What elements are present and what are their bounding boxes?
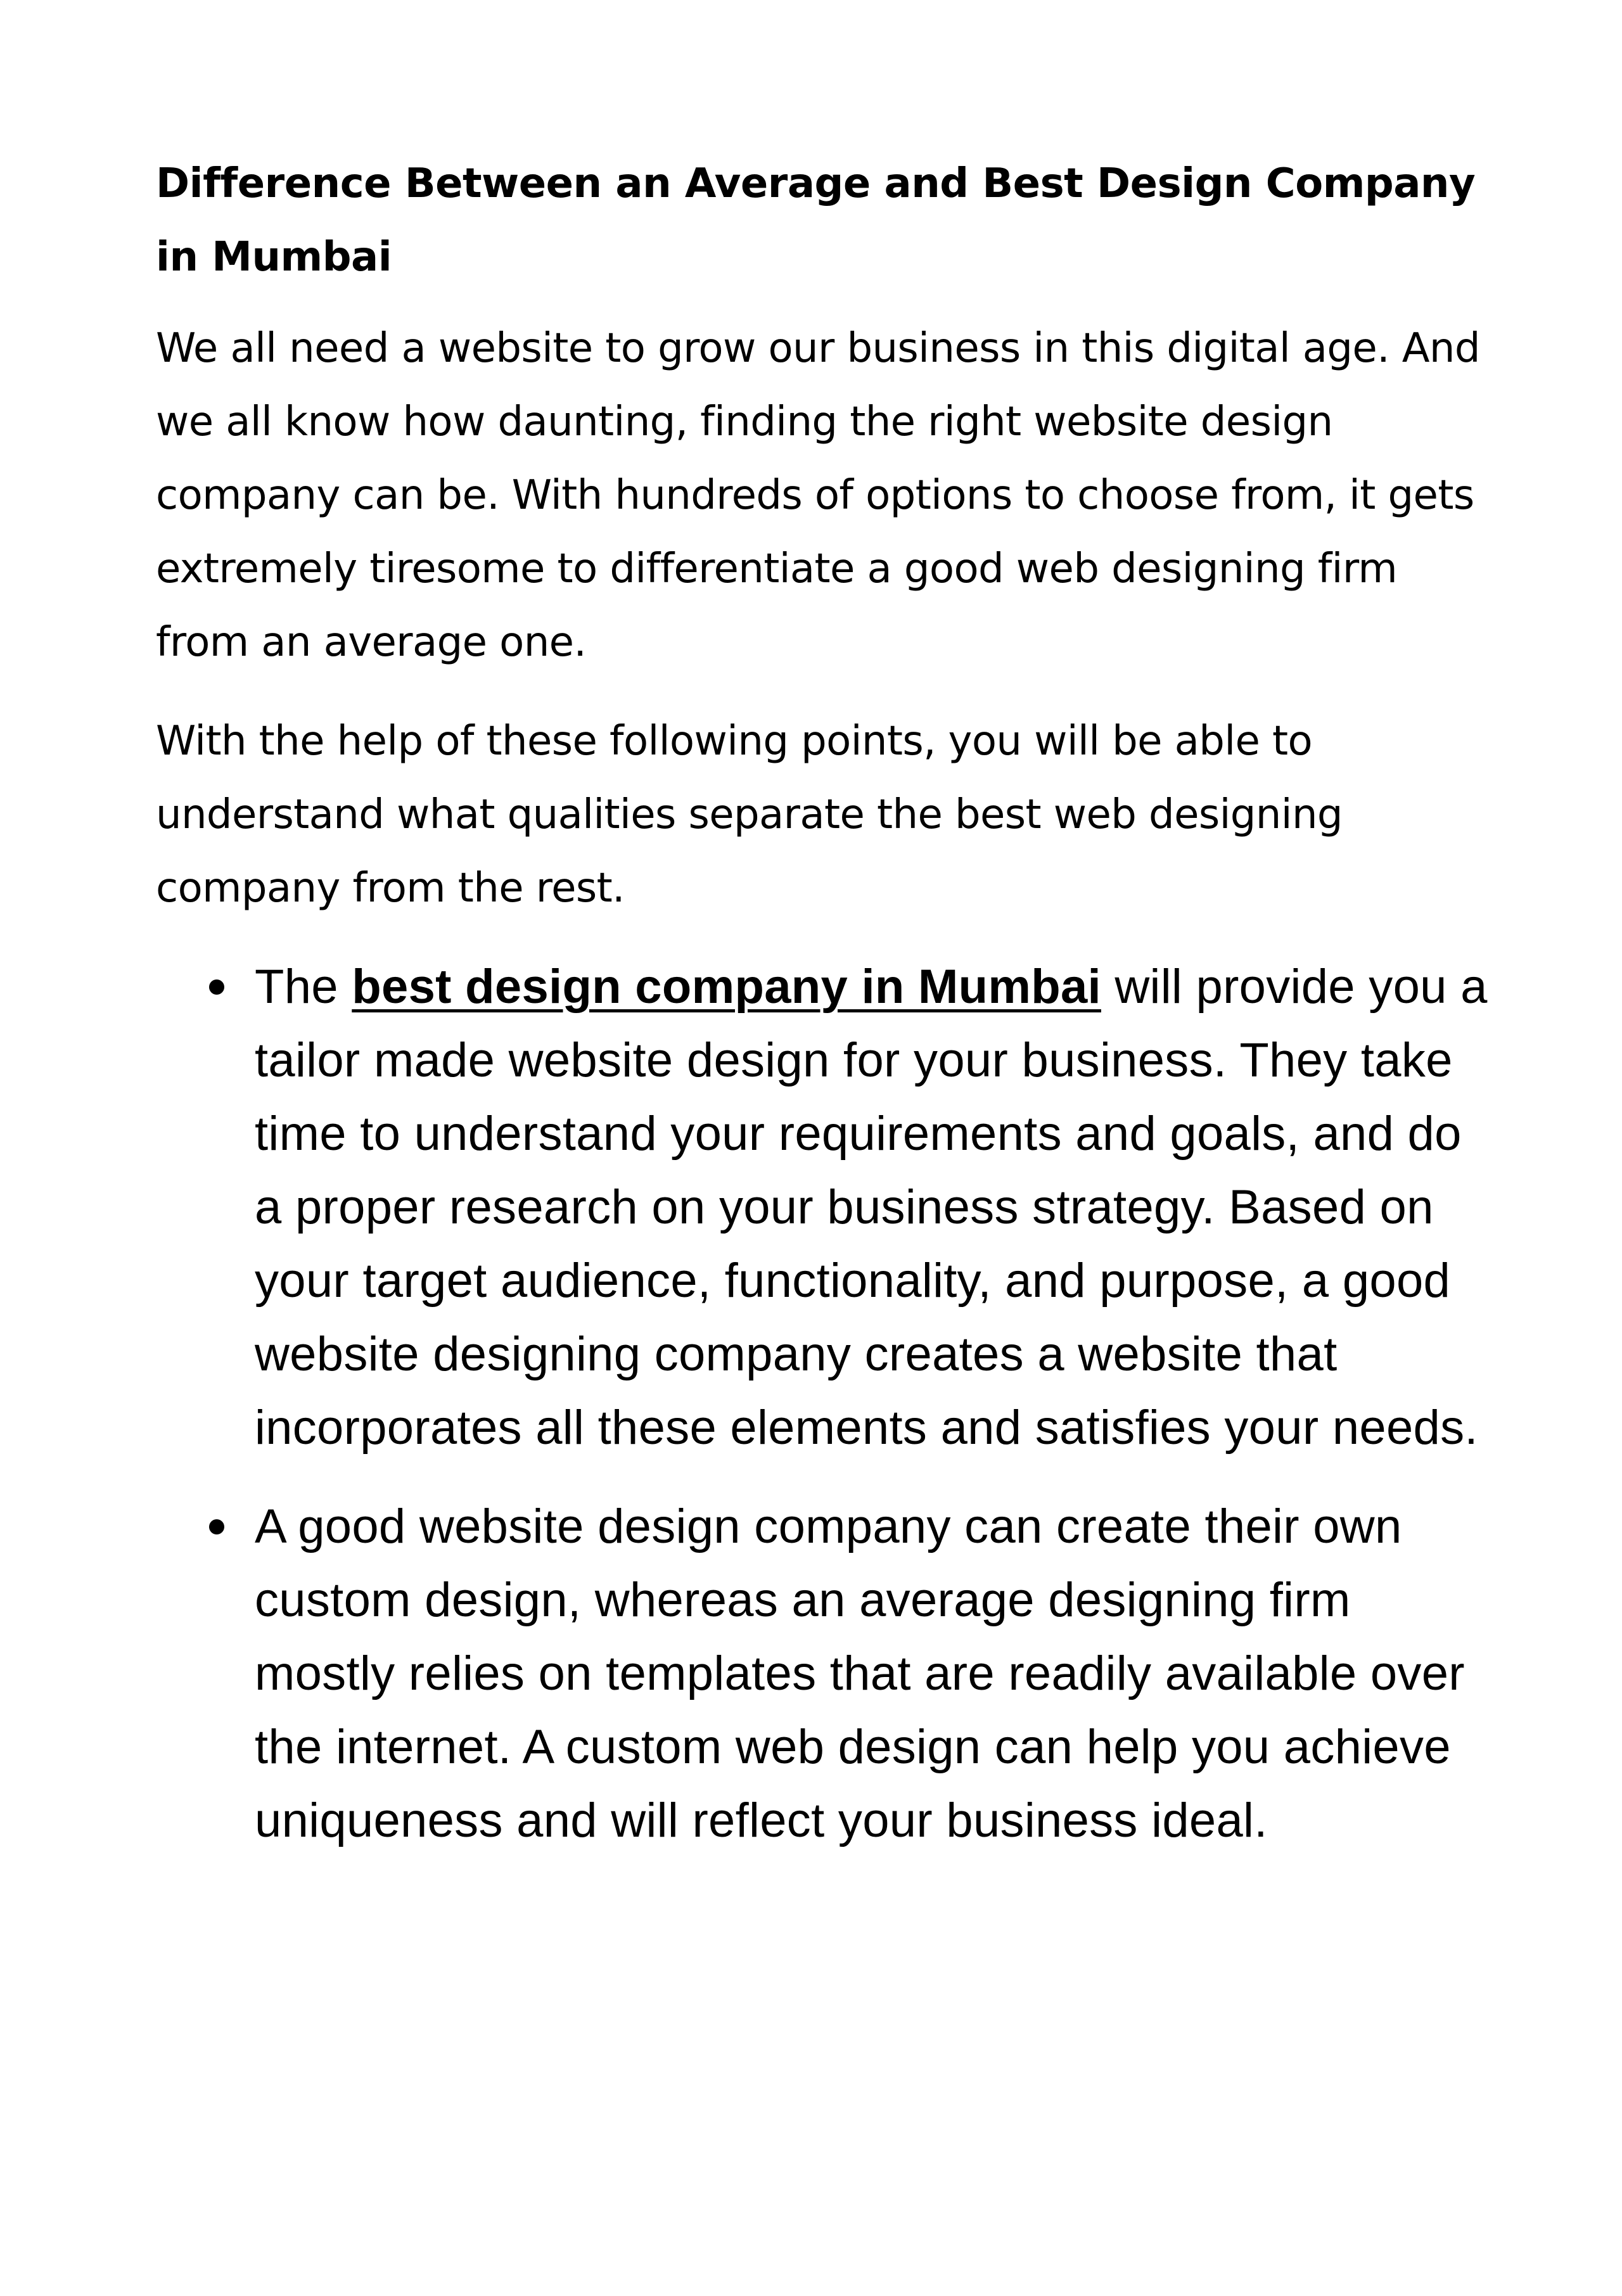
- list-item: [156, 1490, 1499, 1858]
- bullet-text-after-link: will provide you a tailor made website design for your business. They take time to understand your requirements and goals, and do a proper research on your business strategy. Based on your target audience, functionality, and purpose, a good website designing company creates a website that incorporates all these elements and satisfies your needs.: [255, 960, 1488, 1455]
- intro-paragraph: We all need a website to grow our business in this digital age. And we all know how daunting, finding the right website design company can be. With hundreds of options to choose from, it gets extremely tiresome to differentiate a good web designing firm from an average one.: [156, 325, 1480, 666]
- bullet-icon: [209, 1519, 224, 1534]
- points-list: [156, 950, 1499, 1858]
- list-item: [156, 950, 1499, 1465]
- bullet-icon: [209, 979, 224, 995]
- document-title: Difference Between an Average and Best Design Company in Mumbai: [156, 160, 1476, 281]
- bullet-text: A good website design company can create their own custom design, whereas an average designing firm mostly relies on templates that are readily available over the internet. A custom web design can help you achieve uniqueness and will reflect your business ideal.: [255, 1500, 1465, 1847]
- document-body: [156, 147, 1499, 1883]
- points-intro-paragraph: With the help of these following points, you will be able to understand what qualities separate the best web designing company from the rest.: [156, 718, 1343, 912]
- bullet-text-before-link: The: [255, 960, 352, 1014]
- best-design-company-link[interactable]: best design company in Mumbai: [352, 960, 1101, 1014]
